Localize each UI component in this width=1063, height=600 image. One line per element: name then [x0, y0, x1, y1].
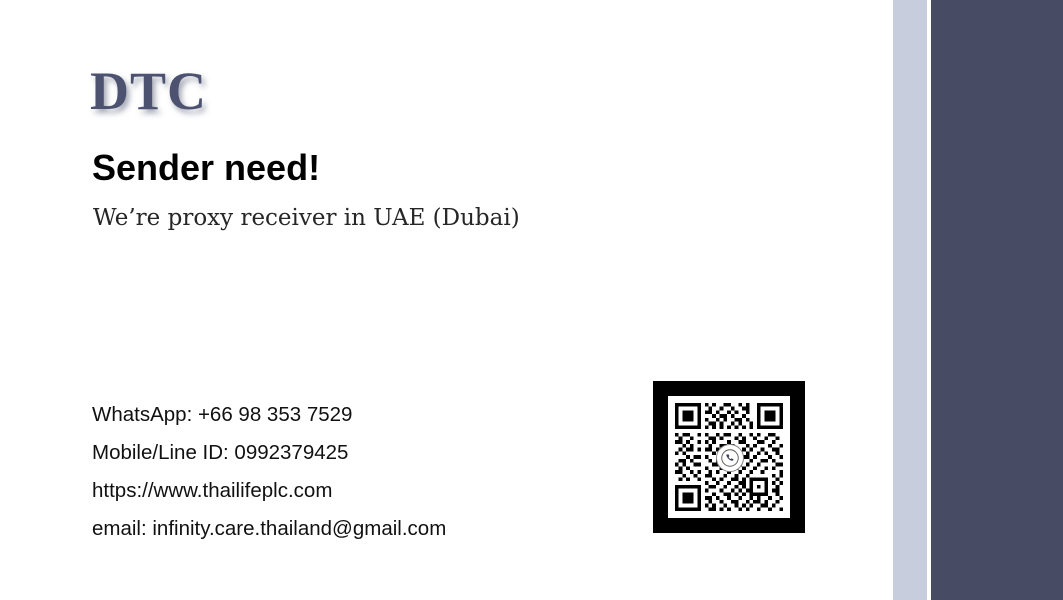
page-title: Sender need!	[92, 147, 321, 188]
contact-block	[92, 396, 446, 548]
decorative-light-bar	[893, 0, 927, 600]
contact-email[interactable]: email: infinity.care.thailand@gmail.com	[92, 517, 447, 540]
contact-mobile-line: Mobile/Line ID: 0992379425	[92, 441, 349, 464]
page-subtitle: We’re proxy receiver in UAE (Dubai)	[93, 205, 520, 231]
whatsapp-qr-code[interactable]	[653, 381, 805, 533]
contact-whatsapp: WhatsApp: +66 98 353 7529	[92, 403, 353, 426]
decorative-dark-bar	[931, 0, 1063, 600]
whatsapp-icon	[716, 444, 744, 472]
contact-website[interactable]: https://www.thailifeplc.com	[92, 479, 333, 502]
company-logo: DTC	[90, 61, 208, 121]
